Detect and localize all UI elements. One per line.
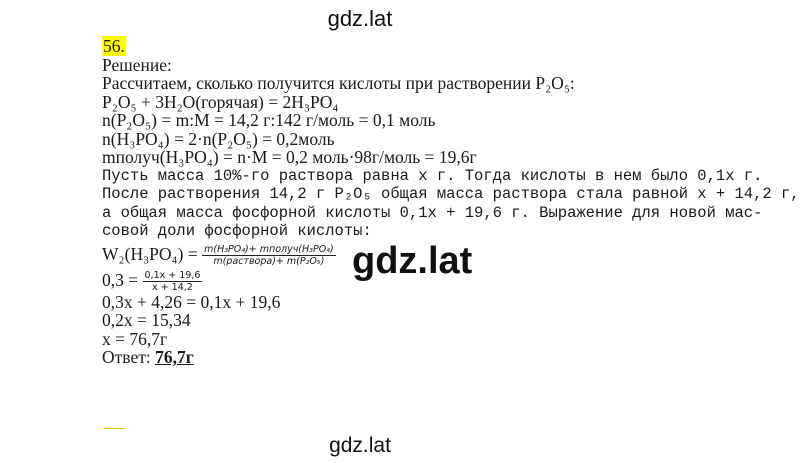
answer-label: Ответ: xyxy=(102,347,151,367)
problem-number: 56. xyxy=(103,36,125,56)
watermark-middle: gdz.lat xyxy=(352,240,473,282)
fraction-numerator: m(H₃PO₄)+ mполуч(H₃PO₄) xyxy=(204,243,334,255)
fraction-denominator: x + 14,2 xyxy=(152,281,193,293)
calc-step: 0,3x + 4,26 = 0,1x + 19,6 xyxy=(102,291,281,312)
equation-line: P₂O₅ + 3H₂O(горячая) = 2H₃PO₄ xyxy=(102,91,339,112)
fraction-numerator: 0,1x + 19,6 xyxy=(144,269,201,281)
calc-step: 0,2x = 15,34 xyxy=(102,310,191,330)
answer-value: 76,7г xyxy=(155,347,194,367)
watermark-bottom: gdz.lat xyxy=(329,434,391,457)
fraction-denominator: m(раствора)+ m(P₂O₅) xyxy=(213,255,325,267)
solution-document xyxy=(102,36,800,367)
answer-line xyxy=(102,348,672,367)
formula-lhs: 0,3 = xyxy=(102,269,139,290)
watermark-top: gdz.lat xyxy=(327,6,393,31)
equation-line: mполуч(H₃PO₄) = n·M = 0,2 моль·98г/моль = 19,6г xyxy=(102,147,477,167)
text-line: совой доли фосфорной кислоты: xyxy=(102,222,372,240)
calc-step: x = 76,7г xyxy=(102,328,168,349)
formula-fraction xyxy=(202,244,336,267)
text-line: После растворения 14,2 г P₂O₅ общая масса раствора стала равной x + 14,2 г, xyxy=(102,185,800,203)
text-line: Пусть масса 10%-го раствора равна x г. Тогда кислоты в нем было 0,1x г. xyxy=(102,166,763,185)
text-line: а общая масса фосфорной кислоты 0,1x + 19,6 г. Выражение для новой мас- xyxy=(102,203,763,222)
equation-line: n(P₂O₅) = m:M = 14,2 г:142 г/моль = 0,1 моль xyxy=(102,110,436,130)
formula-fraction xyxy=(143,270,203,293)
problem-number-line xyxy=(102,37,672,56)
formula-lhs: W₂(H₃PO₄) = xyxy=(102,243,198,264)
equation-line: n(H₃PO₄) = 2·n(P₂O₅) = 0,2моль xyxy=(102,128,335,149)
solution-heading: Решение: xyxy=(102,54,172,75)
text-line: Рассчитаем, сколько получится кислоты при растворении P₂O₅: xyxy=(102,73,575,93)
divider xyxy=(104,428,124,429)
